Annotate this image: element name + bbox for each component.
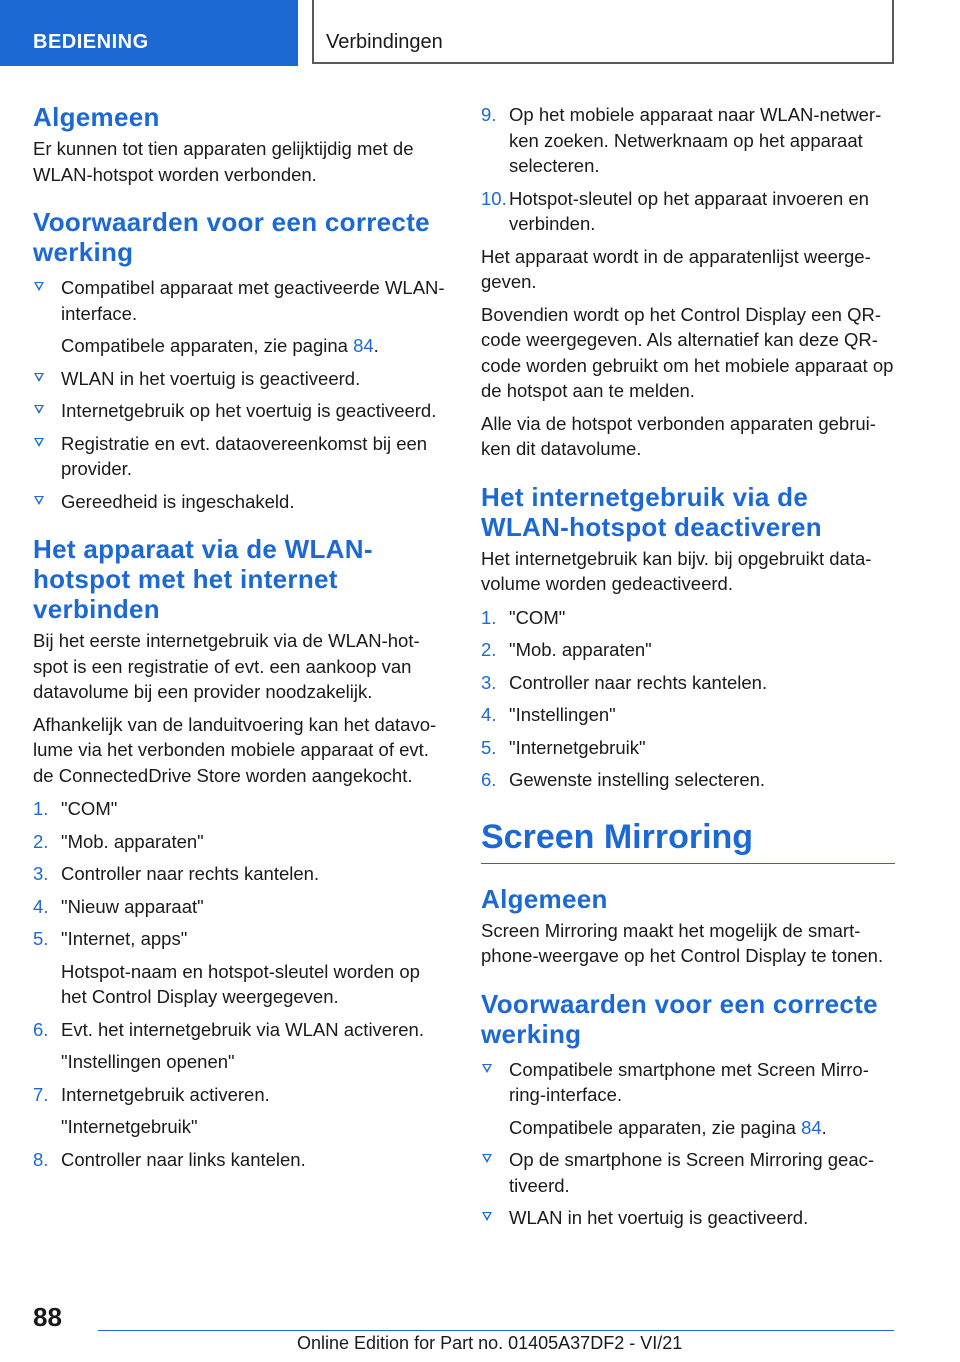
heading-general: Algemeen	[33, 102, 160, 132]
list-item: 7. Internetgebruik activeren. "Internetgebruik"	[33, 1083, 270, 1137]
list-item: 5. "Internetgebruik"	[481, 736, 646, 758]
list-item: Compatibele smartphone met Screen Mirroring-interface. Compatibele apparaten, zie pagina 84.	[481, 1057, 895, 1141]
list-item: Gereedheid is ingeschakeld.	[33, 489, 447, 515]
page-header	[0, 0, 960, 66]
list-item: 9. Op het mobiele apparaat naar WLAN-netwerken zoeken. Netwerknaam op het apparaat selecteren.	[481, 104, 882, 176]
heading-connect: Het apparaat via de WLAN-hotspot met het internet verbinden	[33, 534, 373, 624]
page-link[interactable]: 84	[353, 335, 374, 356]
page-number: 88	[33, 1302, 62, 1332]
list-item: 8. Controller naar links kantelen.	[33, 1148, 306, 1170]
list-item: 6. Gewenste instelling selecteren.	[481, 769, 766, 790]
paragraph-connect-2: Afhankelijk van de landuitvoering kan het datavolume via het verbonden mobiele apparaat of evt. de ConnectedDrive Store worden aangekocht.	[33, 713, 437, 786]
list-item: 2. "Mob. apparaten"	[33, 830, 204, 852]
section-title: BEDIENING	[33, 31, 149, 53]
chapter-title: Verbindingen	[326, 31, 443, 53]
list-item: Internetgebruik op het voertuig is geactiveerd.	[33, 398, 447, 424]
list-item: Op de smartphone is Screen Mirroring geactiveerd.	[481, 1147, 895, 1198]
list-item: Compatibel apparaat met geactiveerde WLAN-interface. Compatibele apparaten, zie pagina 84.	[33, 275, 447, 359]
paragraph-qr-code: Bovendien wordt op het Control Display een QR-code weergegeven. Als alternatief kan deze QR-code worden gebruikt om het mobiele apparaat op de hotspot aan te melden.	[481, 303, 894, 401]
triangle-bullet-icon	[34, 373, 44, 382]
list-item: WLAN in het voertuig is geactiveerd.	[33, 366, 447, 392]
paragraph-connect-1: Bij het eerste internetgebruik via de WLAN-hotspot is een registratie of evt. een aankoop van datavolume bij een provider noodzakelijk.	[33, 630, 420, 702]
list-item: 1. "COM"	[33, 798, 118, 819]
list-item: 3. Controller naar rechts kantelen.	[481, 671, 768, 693]
triangle-bullet-icon	[34, 438, 44, 447]
page-link[interactable]: 84	[801, 1116, 822, 1138]
requirements-list	[33, 275, 447, 514]
list-item: 3. Controller naar rechts kantelen.	[33, 863, 320, 884]
left-column	[33, 102, 447, 1179]
footer-edition: Online Edition for Part no. 01405A37DF2 - VI/21	[297, 1333, 683, 1353]
footer-divider	[98, 1330, 894, 1331]
list-item: 5. "Internet, apps" Hotspot-naam en hotspot-sleutel worden op het Control Display weergegeven.	[33, 928, 420, 1007]
list-item: 10. Hotspot-sleutel op het apparaat invoeren en verbinden.	[481, 187, 869, 234]
paragraph-deactivate: Het internetgebruik kan bijv. bij opgebruikt datavolume worden gedeactiveerd.	[481, 547, 872, 594]
section-tab	[0, 0, 298, 66]
steps-list-continued	[481, 102, 895, 237]
triangle-bullet-icon	[482, 1064, 492, 1073]
heading-screen-mirroring: Screen Mirroring	[481, 817, 895, 864]
triangle-bullet-icon	[482, 1212, 492, 1221]
paragraph-general: Er kunnen tot tien apparaten gelijktijdig met de WLAN-hotspot worden verbonden.	[33, 138, 414, 185]
heading-deactivate: Het internetgebruik via de WLAN-hotspot deactiveren	[481, 481, 822, 542]
list-item: 1. "COM"	[481, 606, 566, 628]
list-item: 2. "Mob. apparaten"	[481, 639, 652, 660]
list-item: 4. "Nieuw apparaat"	[33, 895, 204, 917]
steps-list	[33, 796, 447, 1172]
deactivate-steps-list	[481, 605, 895, 793]
triangle-bullet-icon	[34, 282, 44, 291]
list-item: 4. "Instellingen"	[481, 704, 616, 725]
list-item: WLAN in het voertuig is geactiveerd.	[481, 1205, 895, 1231]
list-item: Registratie en evt. dataovereenkomst bij een provider.	[33, 431, 447, 482]
paragraph-mirroring: Screen Mirroring maakt het mogelijk de smartphone-weergave op het Control Display te tonen.	[481, 919, 884, 966]
list-item: 6. Evt. het internetgebruik via WLAN activeren. "Instellingen openen"	[33, 1018, 424, 1072]
heading-general-mirroring: Algemeen	[481, 883, 608, 914]
triangle-bullet-icon	[34, 405, 44, 414]
paragraph-data-volume: Alle via de hotspot verbonden apparaten gebruiken dit datavolume.	[481, 412, 876, 459]
mirroring-requirements-list	[481, 1057, 895, 1231]
right-column	[481, 102, 895, 1238]
heading-requirements: Voorwaarden voor een correcte werking	[33, 207, 430, 267]
chapter-tab	[312, 0, 894, 64]
triangle-bullet-icon	[34, 496, 44, 505]
paragraph-device-list: Het apparaat wordt in de apparatenlijst weergegeven.	[481, 245, 871, 292]
heading-requirements-mirroring: Voorwaarden voor een correcte werking	[481, 988, 878, 1049]
triangle-bullet-icon	[482, 1154, 492, 1163]
